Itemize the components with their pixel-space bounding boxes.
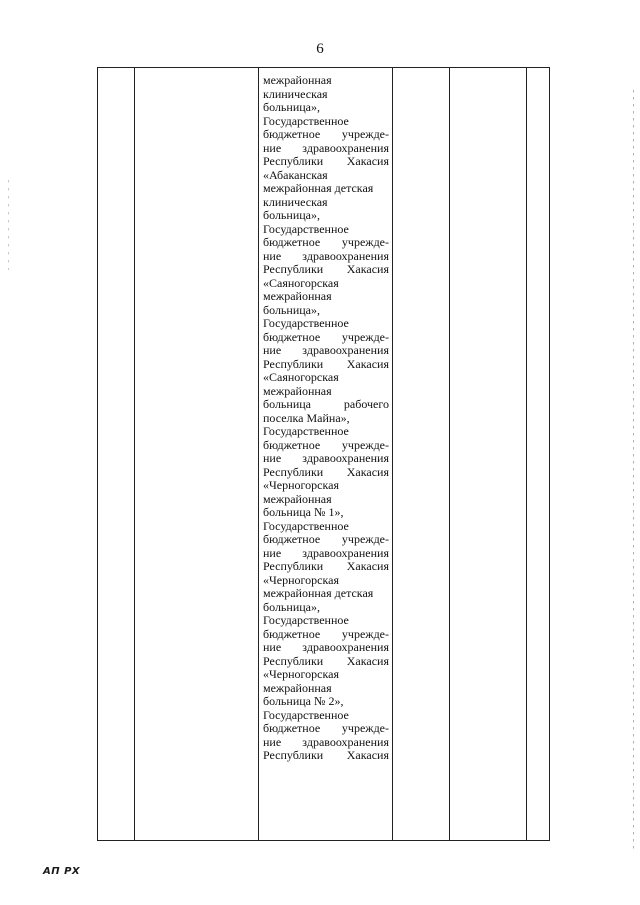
text-line: Государственное [263,614,349,627]
text-line: больница № 1», [263,506,344,519]
text-line: межрайонная [263,681,332,695]
text-line: Республики Хакасия [263,560,389,573]
text-line: бюджетное учрежде- [263,330,389,344]
text-line: больница рабочего [263,398,389,411]
scan-edge-marks [633,90,634,850]
text-line: Республики Хакасия [263,155,389,168]
text-line: «Саяногорская [263,276,339,290]
text-line: бюджетное учрежде- [263,438,389,452]
text-line: Республики Хакасия [263,749,389,762]
text-line: больница», [263,303,320,317]
text-line: ние здравоохранения [263,344,389,357]
text-line: «Черногорская [263,479,339,492]
text-line: бюджетное учрежде- [263,128,389,141]
text-line: «Черногорская [263,573,339,587]
table-row [98,68,550,841]
text-line: Государственное [263,425,349,438]
text-line: Республики Хакасия [263,465,389,479]
text-line: ние здравоохранения [263,735,389,749]
text-line: больница», [263,600,320,614]
text-line: Государственное [263,708,349,722]
text-line: «Абаканская [263,168,328,182]
text-line: бюджетное учрежде- [263,236,389,249]
table-cell-empty [393,68,450,841]
text-line: межрайонная [263,74,332,87]
text-line: межрайонная детская [263,587,374,600]
text-line: межрайонная детская [263,182,374,195]
text-line: ние здравоохранения [263,249,389,263]
text-line: ние здравоохранения [263,452,389,465]
text-line: ние здравоохранения [263,141,389,155]
text-line: межрайонная [263,290,332,303]
page-number: 6 [316,41,324,57]
table-cell-organizations [259,68,393,841]
text-line: бюджетное учрежде- [263,627,389,641]
document-table [97,67,550,841]
archive-stamp: АП РХ [43,866,81,877]
text-line: межрайонная [263,492,332,506]
text-line: ние здравоохранения [263,641,389,654]
text-line: клиническая [263,87,328,101]
text-line: Республики Хакасия [263,263,389,276]
organizations-text [263,74,389,763]
table-cell-number [98,68,135,841]
text-line: Государственное [263,114,349,128]
text-line: ние здравоохранения [263,546,389,560]
text-line: клиническая [263,195,328,209]
text-line: «Черногорская [263,668,339,681]
text-line: «Саяногорская [263,371,339,384]
text-line: больница», [263,101,320,114]
table-cell-empty [135,68,259,841]
text-line: бюджетное учрежде- [263,533,389,546]
text-line: больница», [263,209,320,222]
table-cell-empty [450,68,527,841]
text-line: Республики Хакасия [263,357,389,371]
scan-edge-marks [8,180,9,270]
text-line: поселка Майна», [263,411,350,425]
text-line: Государственное [263,317,349,330]
text-line: межрайонная [263,384,332,398]
text-line: бюджетное учрежде- [263,722,389,735]
text-line: Государственное [263,519,349,533]
text-line: Государственное [263,222,349,236]
table-cell-empty [527,68,550,841]
text-line: больница № 2», [263,695,344,708]
text-line: Республики Хакасия [263,654,389,668]
